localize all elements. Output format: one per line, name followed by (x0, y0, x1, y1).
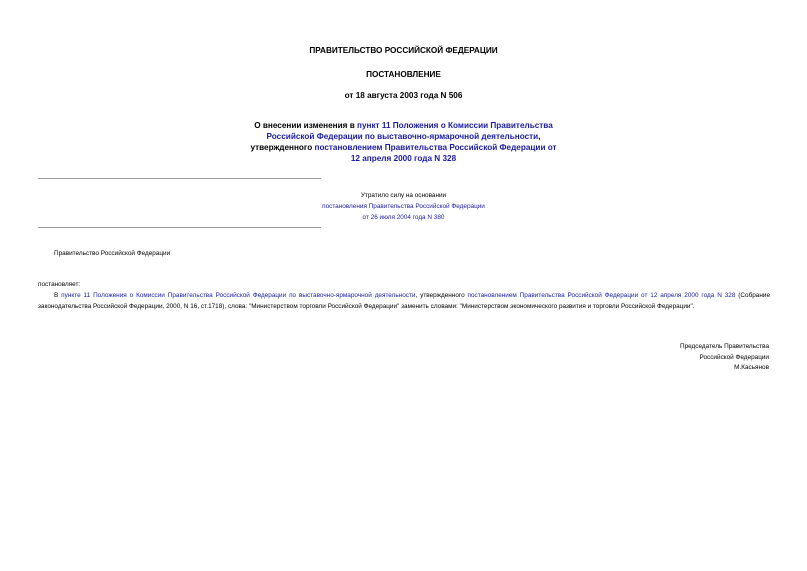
resolves-text: постановляет: (38, 281, 81, 288)
paragraph-end: (Собрание законодательства Российской Федерации, 2000, N 16, ст.1718), слова: "Министерством торговли Российской Федерации" заменить словами: "Министерством экономического развития и торговли Российской Федерации". (38, 292, 770, 310)
document-heading (0, 120, 807, 164)
signature-org: Российской Федерации (699, 353, 769, 361)
heading-link-resolution[interactable]: постановлением Правительства Российской Федерации от (314, 143, 557, 152)
divider-bottom (38, 227, 321, 228)
document-type: ПОСТАНОВЛЕНИЕ (366, 70, 441, 79)
government-title: ПРАВИТЕЛЬСТВО РОССИЙСКОЙ ФЕДЕРАЦИИ (309, 46, 498, 55)
heading-link-clause[interactable]: пункт 11 Положения о Комиссии Правительства (357, 121, 553, 130)
intro-text: Правительство Российской Федерации (54, 250, 171, 257)
paragraph-link-resolution[interactable]: постановлением Правительства Российской Федерации от 12 апреля 2000 года N 328 (467, 292, 736, 299)
document-date-number: от 18 августа 2003 года N 506 (344, 91, 463, 100)
void-note-link[interactable]: постановления Правительства Российской Федерации (322, 203, 485, 210)
heading-text-approved: утвержденного (250, 143, 315, 152)
signature-name: М.Касьянов (734, 364, 769, 371)
heading-link-resolution-cont[interactable]: 12 апреля 2000 года N 328 (350, 154, 457, 163)
void-note-text: Утратило силу на основании (360, 192, 447, 199)
main-paragraph (38, 291, 770, 312)
heading-text: О внесении изменения в (254, 121, 358, 130)
paragraph-start: В (54, 292, 62, 299)
paragraph-link-clause[interactable]: пункте 11 Положения о Комиссии Правительства Российской Федерации по выставочно-ярмарочной деятельности (61, 292, 416, 299)
signature-title: Председатель Правительства (680, 343, 769, 350)
divider-top (38, 178, 321, 179)
paragraph-mid: , утвержденного (415, 292, 468, 299)
heading-text-comma: , (538, 132, 541, 141)
signature-block (680, 342, 769, 374)
void-note (0, 190, 807, 223)
heading-link-clause-cont[interactable]: Российской Федерации по выставочно-ярмарочной деятельности (266, 132, 539, 141)
void-note-link-date[interactable]: от 26 июля 2004 года N 380 (362, 214, 445, 221)
